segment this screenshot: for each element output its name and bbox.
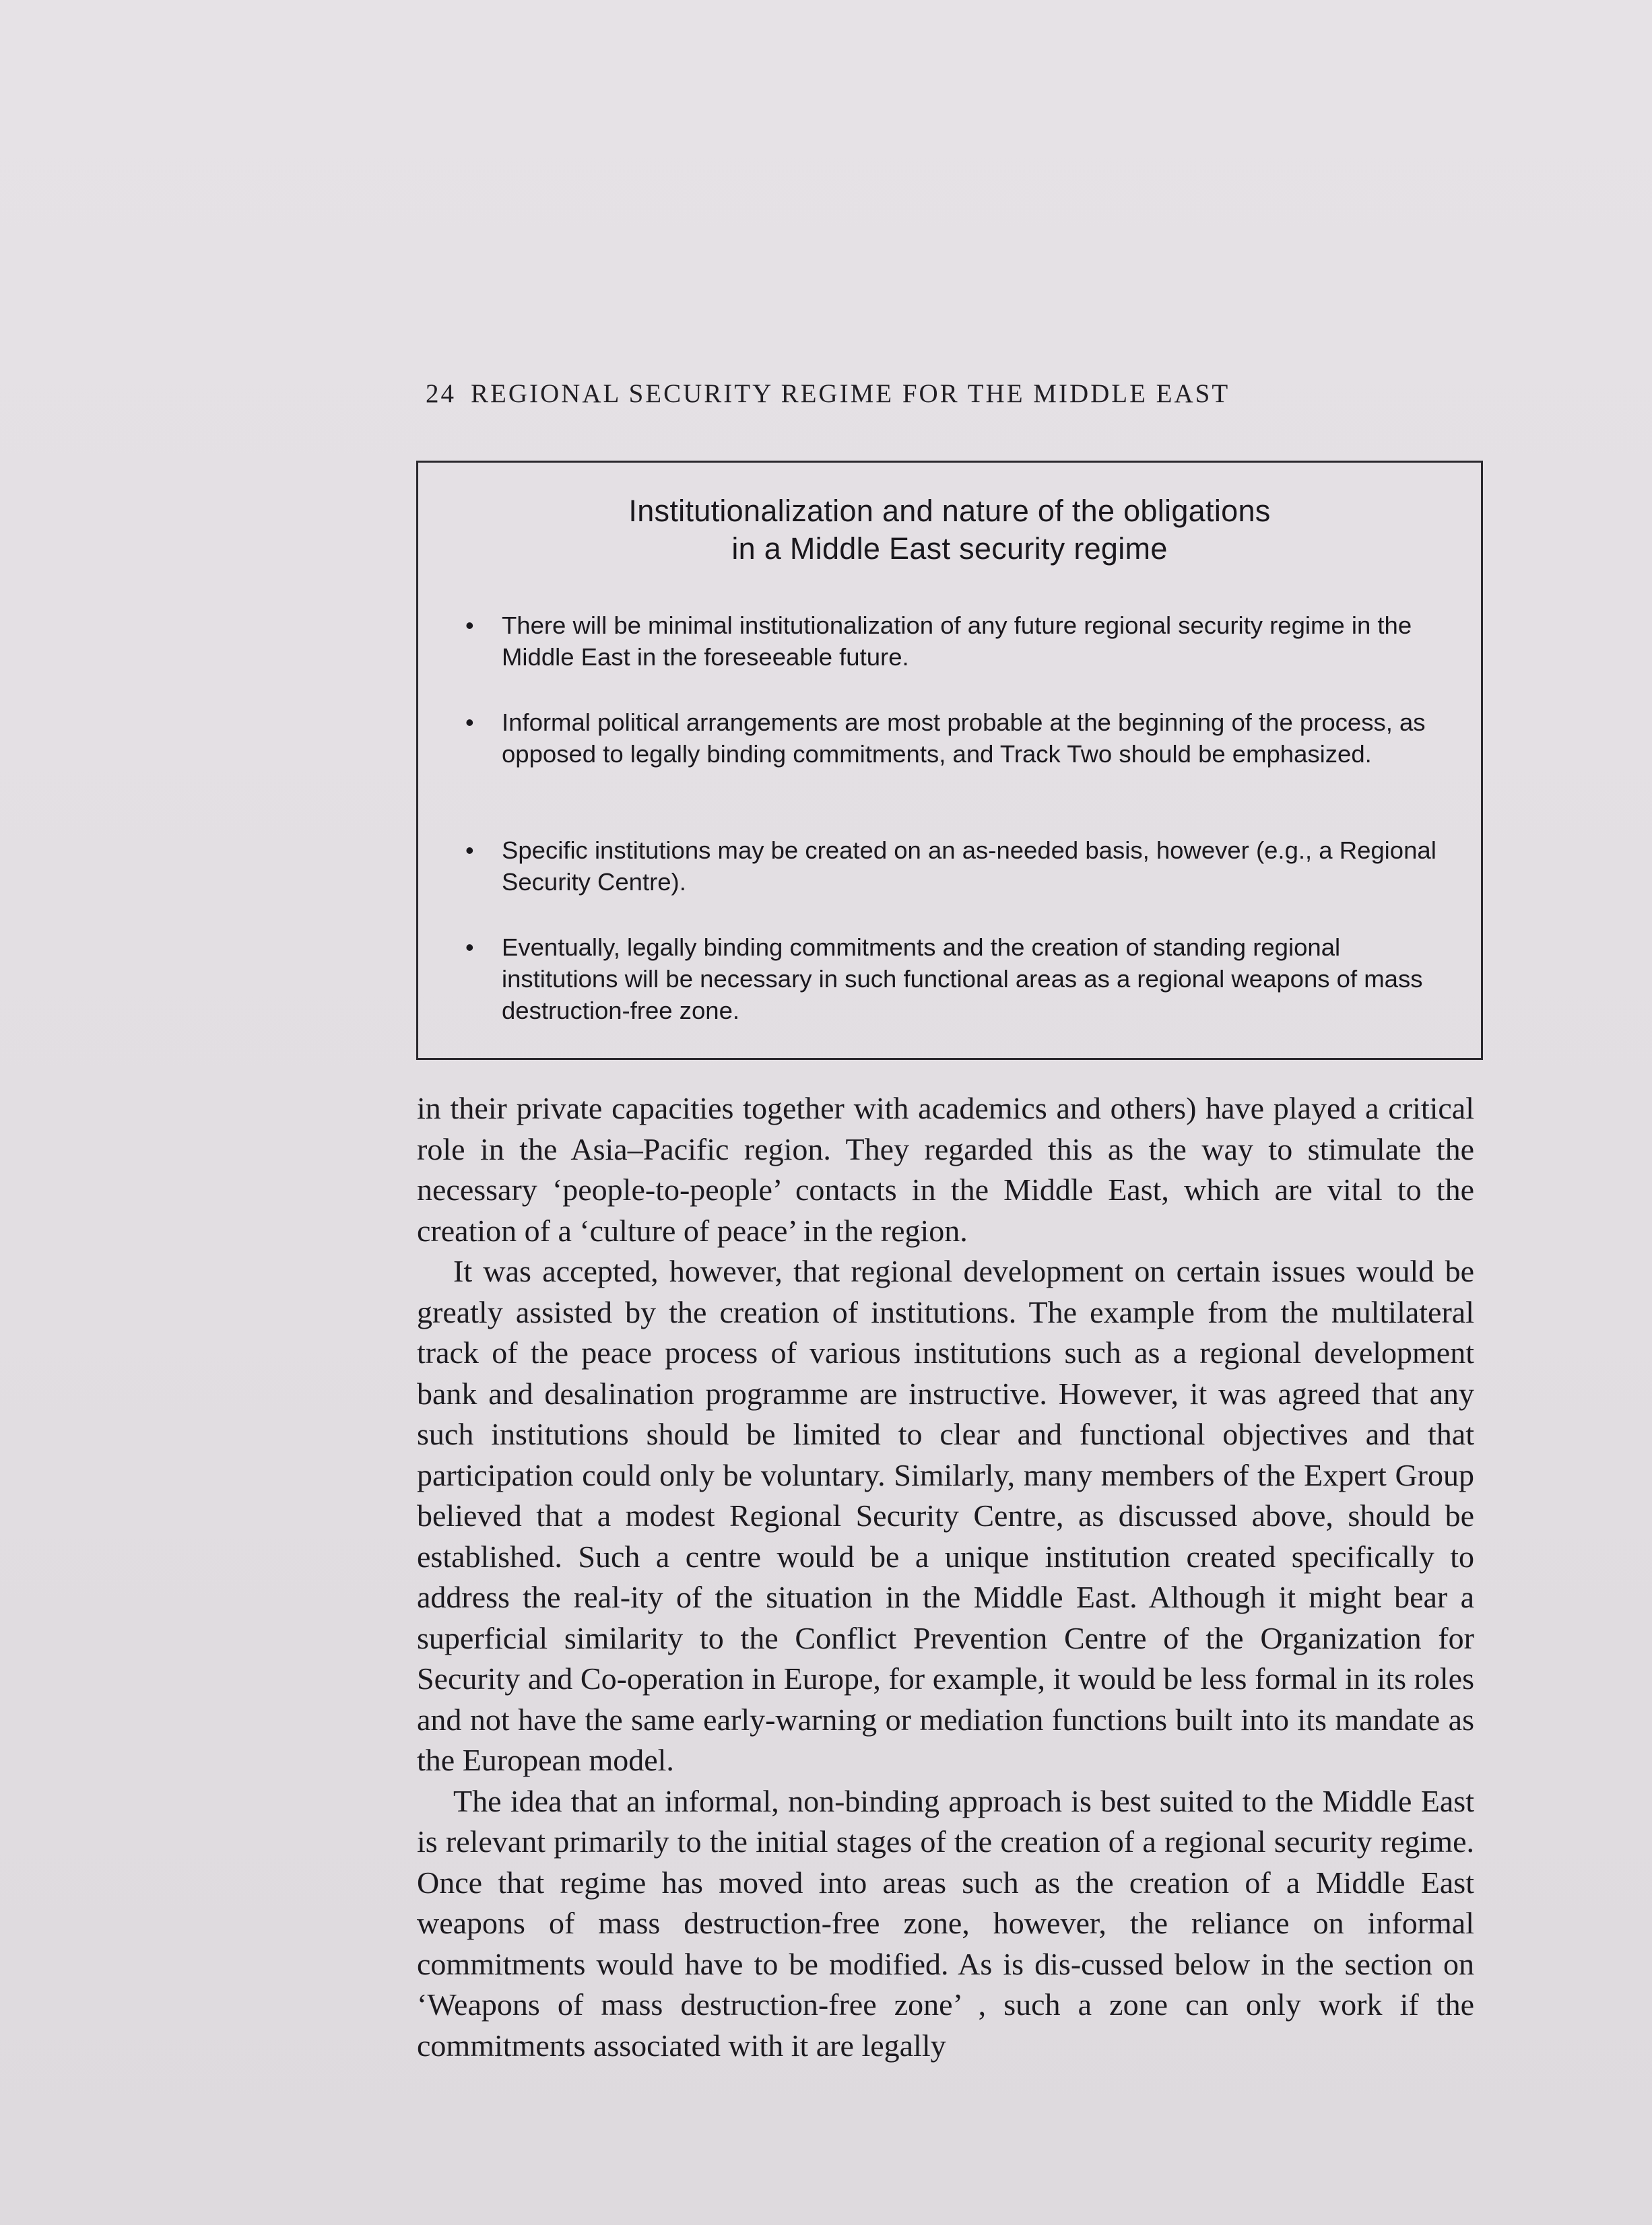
box-bullet-item (465, 834, 1449, 898)
box-bullet-text: Eventually, legally binding commitments and the creation of standing regional institutions will be necessary in such functional areas as a regional weapons of mass destruction-free zone. (502, 933, 1423, 1024)
summary-box (416, 461, 1483, 1060)
bullet-icon: • (465, 836, 474, 864)
box-bullet-item (465, 609, 1449, 673)
running-head-title: REGIONAL SECURITY REGIME FOR THE MIDDLE EAST (471, 379, 1230, 408)
bullet-icon: • (465, 933, 474, 961)
box-bullet-text: Specific institutions may be created on an as-needed basis, however (e.g., a Regional Security Centre). (502, 836, 1436, 896)
bullet-icon: • (465, 708, 474, 736)
body-paragraph: in their private capacities together with academics and others) have played a critical role in the Asia–Pacific region. They regarded this as the way to stimulate the necessary ‘people-to-people’ contacts in the Middle East, which are vital to the creation of a ‘culture of peace’ in the region. (417, 1091, 1474, 1248)
body-text (417, 1088, 1474, 2066)
page-number: 24 (426, 379, 456, 408)
running-head (426, 378, 1342, 409)
box-title (418, 492, 1481, 568)
box-bullet-text: There will be minimal institutionalization of any future regional security regime in the Middle East in the foreseeable future. (502, 611, 1412, 671)
box-bullet-text: Informal political arrangements are most probable at the beginning of the process, as opposed to legally binding commitments, and Track Two should be emphasized. (502, 708, 1426, 768)
body-paragraph: The idea that an informal, non-binding approach is best suited to the Middle East is relevant primarily to the initial stages of the creation of a regional security regime. Once that regime has moved into areas such as the creation of a Middle East weapons of mass destruction-free zone, however, the reliance on informal commitments would have to be modified. As is dis-cussed below in the section on ‘Weapons of mass destruction-free zone’ , such a zone can only work if the commitments associated with it are legally (417, 1783, 1474, 2063)
box-bullet-item (465, 706, 1449, 770)
body-paragraph: It was accepted, however, that regional development on certain issues would be greatly assisted by the creation of institutions. The example from the multilateral track of the peace process of various institutions such as a regional development bank and desalination programme are instructive. However, it was agreed that any such institutions should be limited to clear and functional objectives and that participation could only be voluntary. Similarly, many members of the Expert Group believed that a modest Regional Security Centre, as discussed above, should be established. Such a centre would be a unique institution created specifically to address the real-ity of the situation in the Middle East. Although it might bear a superficial similarity to the Conflict Prevention Centre of the Organization for Security and Co-operation in Europe, for example, it would be less formal in its roles and not have the same early-warning or mediation functions built into its mandate as the European model. (417, 1254, 1474, 1777)
box-bullet-item (465, 931, 1449, 1026)
bullet-icon: • (465, 611, 474, 639)
box-title-line-2: in a Middle East security regime (731, 531, 1168, 566)
box-title-line-1: Institutionalization and nature of the obligations (628, 494, 1271, 528)
